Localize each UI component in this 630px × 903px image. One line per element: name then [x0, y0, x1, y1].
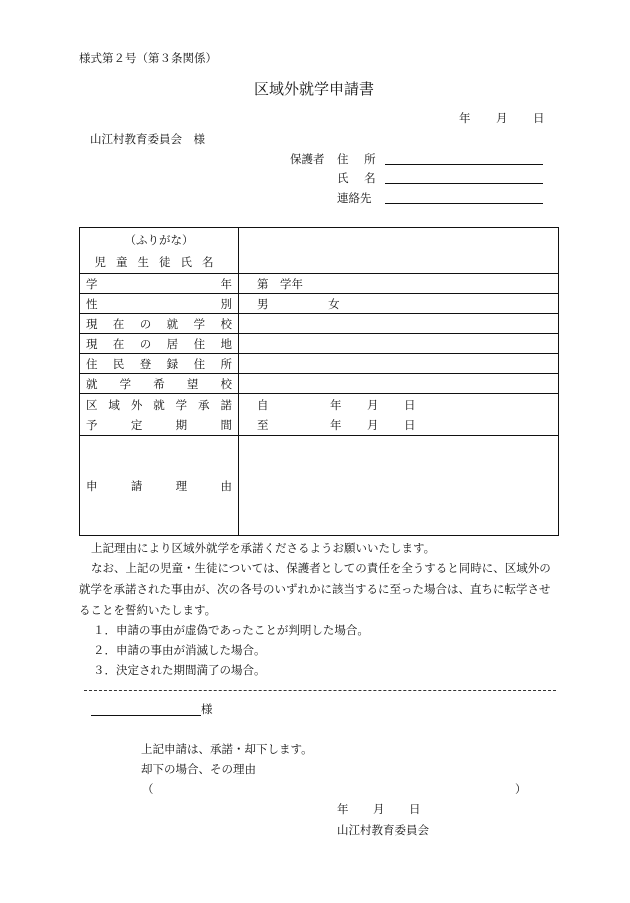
reason-label — [80, 436, 239, 536]
decision-text: 上記申請は、承諾・却下します。 — [141, 742, 313, 756]
desired-school-field[interactable] — [239, 374, 559, 394]
response-year-label: 年 — [337, 802, 349, 816]
address-label: 住 所 — [337, 152, 382, 166]
addressee: 山江村教育委員会 様 — [90, 132, 205, 146]
current-residence-label — [80, 334, 239, 354]
desired-school-text: 就 学 希 望 校 — [86, 376, 232, 391]
current-school-label — [80, 314, 239, 334]
period-label: 予 定 期 間 — [86, 417, 232, 432]
current-school-field[interactable] — [239, 314, 559, 334]
condition-item-1: １．申請の事由が虚偽であったことが判明した場合。 — [93, 623, 369, 637]
date-month-label: 月 — [496, 111, 508, 125]
student-name-field[interactable] — [239, 228, 559, 274]
guardian-label: 保護者 — [290, 152, 325, 166]
reject-reason-label: 却下の場合、その理由 — [141, 762, 256, 776]
issuer-name: 山江村教育委員会 — [337, 823, 429, 837]
reason-open-paren: （ — [142, 782, 154, 796]
sama-label: 様 — [201, 702, 213, 716]
address-field[interactable] — [385, 163, 543, 165]
form-number: 様式第２号（第３条関係） — [79, 51, 217, 65]
gender-label: 性 別 — [80, 294, 239, 314]
registered-address-field[interactable] — [239, 354, 559, 374]
contact-label: 連絡先 — [337, 191, 372, 205]
reason-close-paren: ） — [515, 782, 527, 796]
reason-text: 申 請 理 由 — [86, 478, 232, 493]
request-paragraph: 上記理由により区域外就学を承諾くださるようお願いいたします。 — [91, 541, 436, 555]
registered-address-text: 住 民 登 録 住 所 — [86, 356, 232, 371]
furigana-label: （ふりがな） — [124, 232, 194, 247]
to-label: 至 — [257, 417, 269, 432]
cut-line — [84, 690, 556, 691]
response-day-label: 日 — [409, 802, 421, 816]
current-school-text: 現 在 の 就 学 校 — [86, 316, 232, 331]
name-label: 氏 名 — [337, 171, 382, 185]
student-name-heading: 児童生徒氏名 — [94, 254, 224, 269]
reason-field[interactable] — [239, 436, 559, 536]
date-day-label: 日 — [533, 111, 545, 125]
response-month-label: 月 — [373, 802, 385, 816]
current-residence-text: 現 在 の 居 住 地 — [86, 336, 232, 351]
date-year-label: 年 — [459, 111, 471, 125]
application-table — [79, 227, 559, 536]
grade-field[interactable] — [239, 274, 559, 294]
student-name-label — [80, 228, 239, 274]
from-label: 自 — [257, 397, 269, 412]
condition-item-2: ２．申請の事由が消滅した場合。 — [93, 643, 266, 657]
current-residence-field[interactable] — [239, 334, 559, 354]
gender-field[interactable] — [239, 294, 559, 314]
registered-address-label — [80, 354, 239, 374]
desired-school-label — [80, 374, 239, 394]
gender-male-option[interactable]: 男 — [257, 296, 269, 311]
recipient-field[interactable] — [91, 714, 201, 716]
condition-item-3: ３．決定された期間満了の場合。 — [93, 663, 266, 677]
pledge-paragraph: なお、上記の児童・生徒については、保護者としての責任を全うすると同時に、区域外の就学を承諾された事由が、次の各号のいずれかに該当するに至った場合は、直ちに転学させることを誓約いたします。 — [79, 561, 551, 617]
approval-label: 区 域 外 就 学 承 諾 — [86, 397, 232, 412]
gender-female-option[interactable]: 女 — [328, 296, 340, 311]
page-title: 区域外就学申請書 — [254, 80, 375, 98]
approval-period-label — [80, 394, 239, 436]
grade-value: 第 学年 — [257, 276, 303, 291]
grade-label: 学 年 — [80, 274, 239, 294]
approval-period-field[interactable]: 自 年 月 日 至 年 月 日 — [239, 394, 559, 436]
name-field[interactable] — [385, 182, 543, 184]
contact-field[interactable] — [385, 202, 543, 204]
